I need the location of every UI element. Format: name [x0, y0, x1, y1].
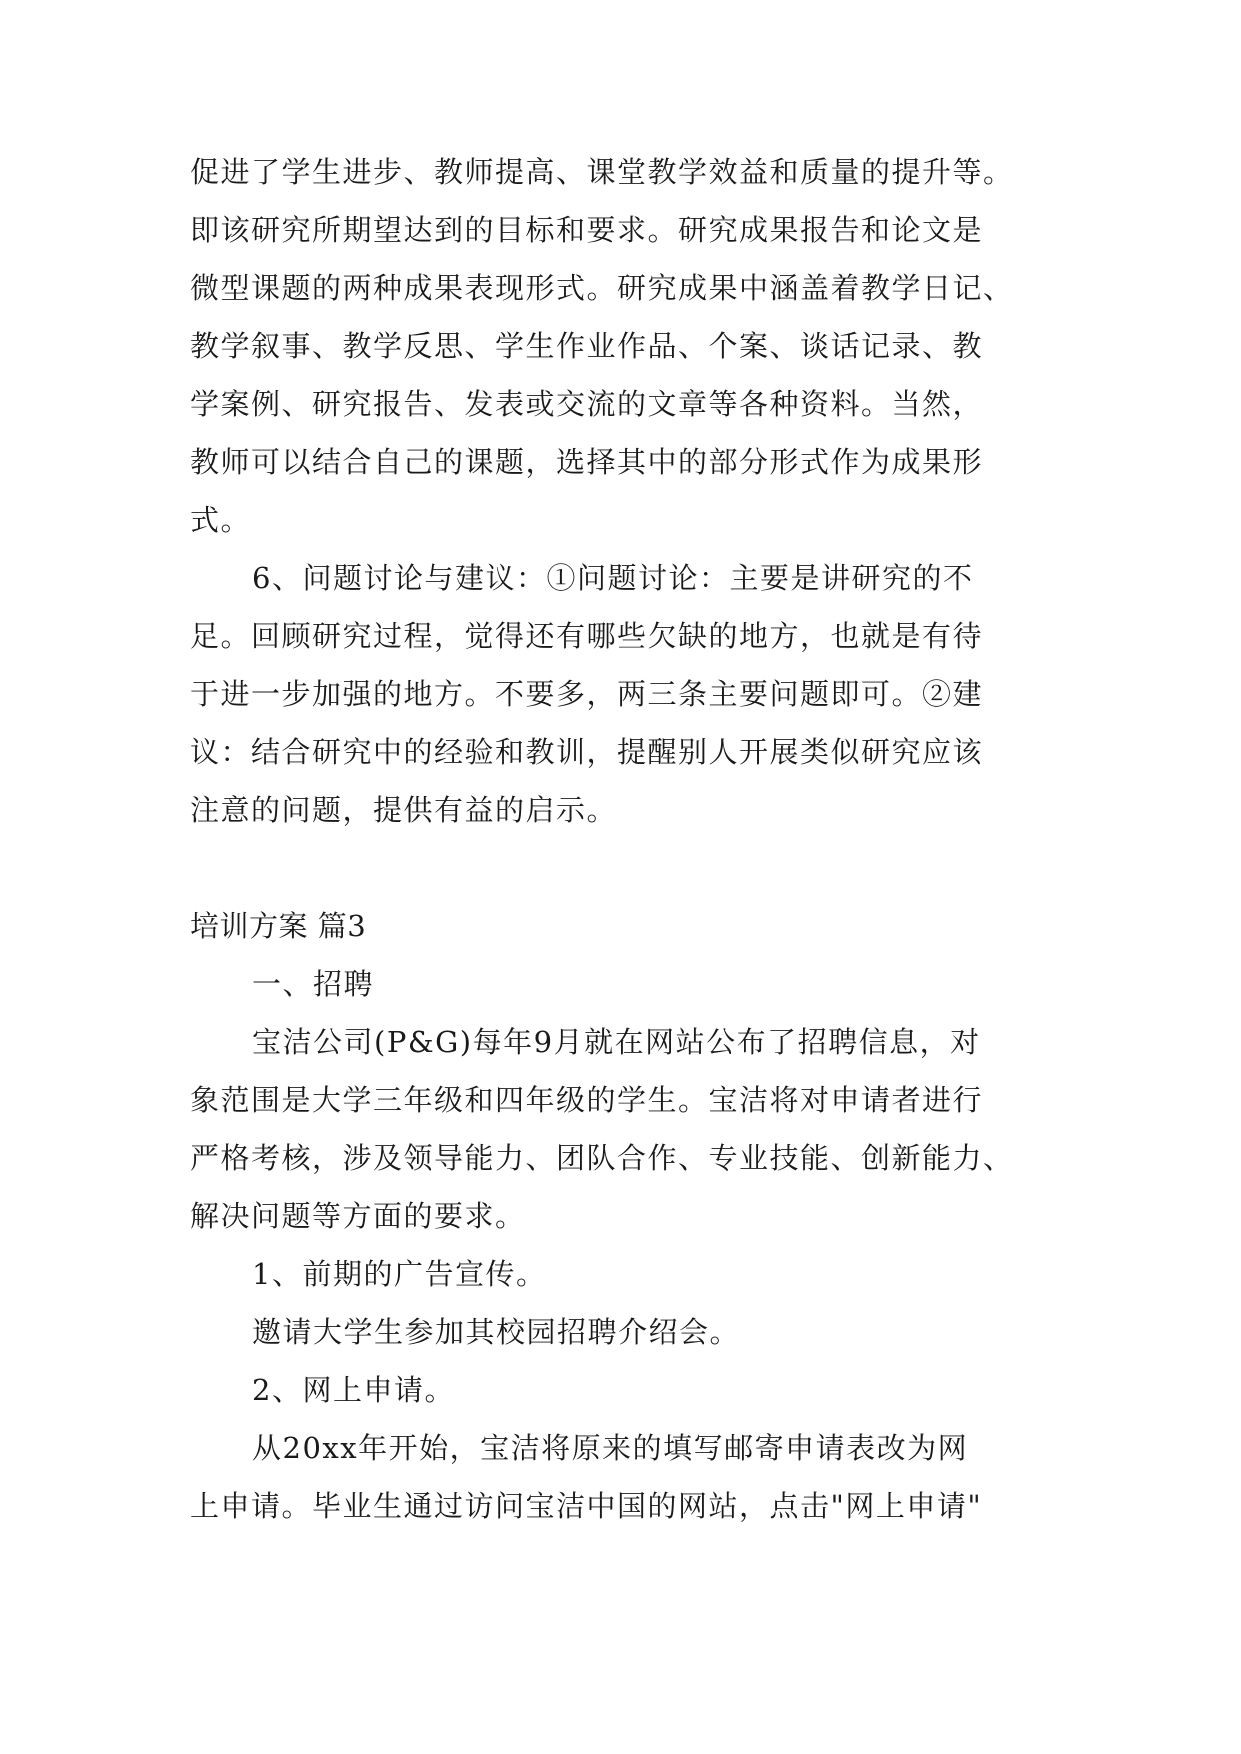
paragraph-line: 议：结合研究中的经验和教训，提醒别人开展类似研究应该	[190, 735, 984, 769]
list-item: 1、前期的广告宣传。	[252, 1257, 547, 1291]
paragraph-line: 式。	[190, 503, 252, 537]
paragraph-line: 微型课题的两种成果表现形式。研究成果中涵盖着教学日记、	[190, 271, 1014, 305]
paragraph-line: 于进一步加强的地方。不要多，两三条主要问题即可。②建	[190, 677, 984, 711]
paragraph-line: 从20xx年开始，宝洁将原来的填写邮寄申请表改为网	[252, 1431, 969, 1465]
paragraph-line: 宝洁公司(P&G)每年9月就在网站公布了招聘信息，对	[252, 1025, 981, 1059]
paragraph-line: 促进了学生进步、教师提高、课堂教学效益和质量的提升等。	[190, 155, 1014, 189]
subsection-heading: 一、招聘	[252, 967, 375, 1001]
paragraph-line: 解决问题等方面的要求。	[190, 1199, 526, 1233]
paragraph-line: 教师可以结合自己的课题，选择其中的部分形式作为成果形	[190, 445, 984, 479]
paragraph-line: 6、问题讨论与建议：①问题讨论：主要是讲研究的不	[252, 561, 974, 595]
paragraph-line: 学案例、研究报告、发表或交流的文章等各种资料。当然，	[190, 387, 984, 421]
paragraph-line: 注意的问题，提供有益的启示。	[190, 793, 618, 827]
paragraph-line: 上申请。毕业生通过访问宝洁中国的网站，点击"网上申请"	[190, 1489, 983, 1523]
paragraph-line: 教学叙事、教学反思、学生作业作品、个案、谈话记录、教	[190, 329, 984, 363]
paragraph-line: 象范围是大学三年级和四年级的学生。宝洁将对申请者进行	[190, 1083, 984, 1117]
paragraph-line: 足。回顾研究过程，觉得还有哪些欠缺的地方，也就是有待	[190, 619, 984, 653]
paragraph-line: 即该研究所期望达到的目标和要求。研究成果报告和论文是	[190, 213, 984, 247]
paragraph-line: 邀请大学生参加其校园招聘介绍会。	[252, 1315, 741, 1349]
list-item: 2、网上申请。	[252, 1373, 455, 1407]
section-heading: 培训方案 篇3	[190, 909, 367, 943]
paragraph-line: 严格考核，涉及领导能力、团队合作、专业技能、创新能力、	[190, 1141, 1014, 1175]
